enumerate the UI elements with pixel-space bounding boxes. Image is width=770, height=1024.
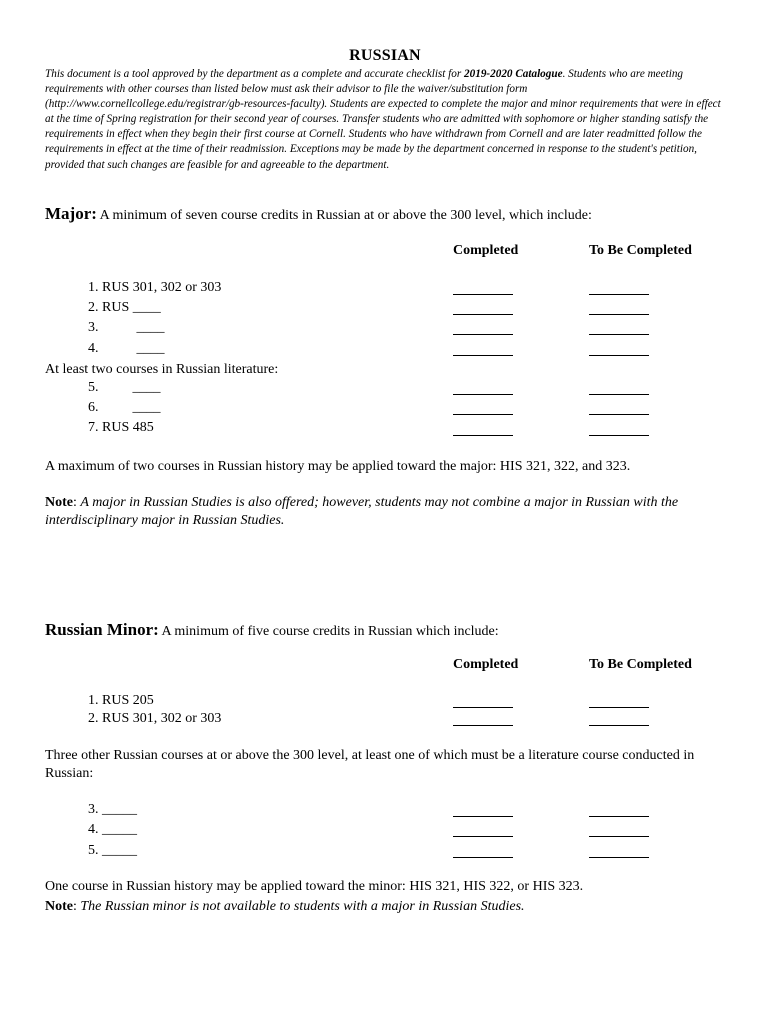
minor-todo-blank-3[interactable] (589, 816, 649, 817)
minor-other-courses-text: Three other Russian courses at or above the 300 level, at least one of which must be a literature course conducted in Russian: (45, 748, 695, 781)
major-todo-blank-5[interactable] (589, 394, 649, 395)
intro-text-start: This document is a tool approved by the department as a complete and accurate checklist for (45, 68, 465, 80)
major-heading-line (45, 204, 592, 224)
major-history-text: A maximum of two courses in Russian history may be applied toward the major: HIS 321, 322, and 323. (45, 459, 631, 474)
minor-completed-blank-1[interactable] (453, 707, 513, 708)
major-todo-blank-1[interactable] (589, 294, 649, 295)
minor-heading-line (45, 620, 499, 640)
intro-paragraph (45, 67, 725, 173)
minor-item-2: 2. RUS 301, 302 or 303 (88, 711, 222, 726)
minor-heading: Russian Minor: (45, 620, 159, 639)
minor-note-label: Note (45, 899, 73, 914)
minor-description: A minimum of five course credits in Russian which include: (158, 624, 499, 639)
major-col-completed: Completed (453, 243, 519, 258)
literature-label: At least two courses in Russian literature: (45, 362, 279, 377)
major-note: Note: A major in Russian Studies is also offered; however, students may not combine a major in Russian with the interdisciplinary major in Russian Studies. (45, 495, 679, 528)
minor-item-5: 5. _____ (88, 843, 137, 858)
major-completed-blank-5[interactable] (453, 394, 513, 395)
minor-item-4: 4. _____ (88, 822, 137, 837)
major-col-to-be-completed: To Be Completed (589, 243, 692, 258)
major-item-3: 3. ____ (88, 320, 165, 335)
minor-todo-blank-2[interactable] (589, 725, 649, 726)
major-todo-blank-2[interactable] (589, 314, 649, 315)
minor-completed-blank-2[interactable] (453, 725, 513, 726)
minor-note-text: The Russian minor is not available to students with a major in Russian Studies. (80, 899, 525, 914)
major-completed-blank-6[interactable] (453, 414, 513, 415)
major-completed-blank-4[interactable] (453, 355, 513, 356)
minor-todo-blank-5[interactable] (589, 857, 649, 858)
major-todo-blank-6[interactable] (589, 414, 649, 415)
major-item-5: 5. ____ (88, 380, 161, 395)
minor-completed-blank-3[interactable] (453, 816, 513, 817)
major-todo-blank-4[interactable] (589, 355, 649, 356)
major-item-2: 2. RUS ____ (88, 300, 161, 315)
major-completed-blank-2[interactable] (453, 314, 513, 315)
major-todo-blank-7[interactable] (589, 435, 649, 436)
major-description: A minimum of seven course credits in Russian at or above the 300 level, which include: (96, 208, 592, 223)
major-item-6: 6. ____ (88, 400, 161, 415)
major-heading: Major: (45, 204, 97, 223)
minor-col-to-be-completed: To Be Completed (589, 657, 692, 672)
minor-todo-blank-4[interactable] (589, 836, 649, 837)
minor-item-3: 3. _____ (88, 802, 137, 817)
minor-completed-blank-5[interactable] (453, 857, 513, 858)
minor-note: Note: The Russian minor is not available to students with a major in Russian Studies. (45, 899, 525, 914)
minor-item-1: 1. RUS 205 (88, 693, 154, 708)
minor-col-completed: Completed (453, 657, 519, 672)
major-note-text: A major in Russian Studies is also offered; however, students may not combine a major in Russian with the interdisciplinary major in Russian Studies. (45, 495, 679, 528)
major-item-4: 4. ____ (88, 341, 165, 356)
minor-completed-blank-4[interactable] (453, 836, 513, 837)
major-note-label: Note (45, 495, 73, 510)
minor-todo-blank-1[interactable] (589, 707, 649, 708)
major-completed-blank-1[interactable] (453, 294, 513, 295)
minor-history-text: One course in Russian history may be applied toward the minor: HIS 321, HIS 322, or HIS 323. (45, 879, 584, 894)
major-item-1: 1. RUS 301, 302 or 303 (88, 280, 222, 295)
major-todo-blank-3[interactable] (589, 334, 649, 335)
major-completed-blank-7[interactable] (453, 435, 513, 436)
catalogue-year: 2019-2020 Catalogue (464, 68, 563, 80)
document-title: RUSSIAN (349, 47, 421, 64)
major-completed-blank-3[interactable] (453, 334, 513, 335)
major-item-7: 7. RUS 485 (88, 420, 154, 435)
intro-text-end: . Students who are meeting requirements with other courses than listed below must ask their advisor to file the waiver/substitution form (http://www.cornellcollege.edu/registrar/gb-resources-faculty). Students are expected to complete the major and minor requirements that were in effect at the time of Spring registration for their second year of courses. Transfer students who are admitted with sophomore or higher standing satisfy the requirements in effect when they begin their first course at Cornell. Students who have withdrawn from Cornell and are later readmitted follow the requirements in effect at the time of their readmission. Exceptions may be made by the department concerned in response to the student's petition, provided that such changes are feasible for and agreeable to the department. (45, 68, 721, 171)
